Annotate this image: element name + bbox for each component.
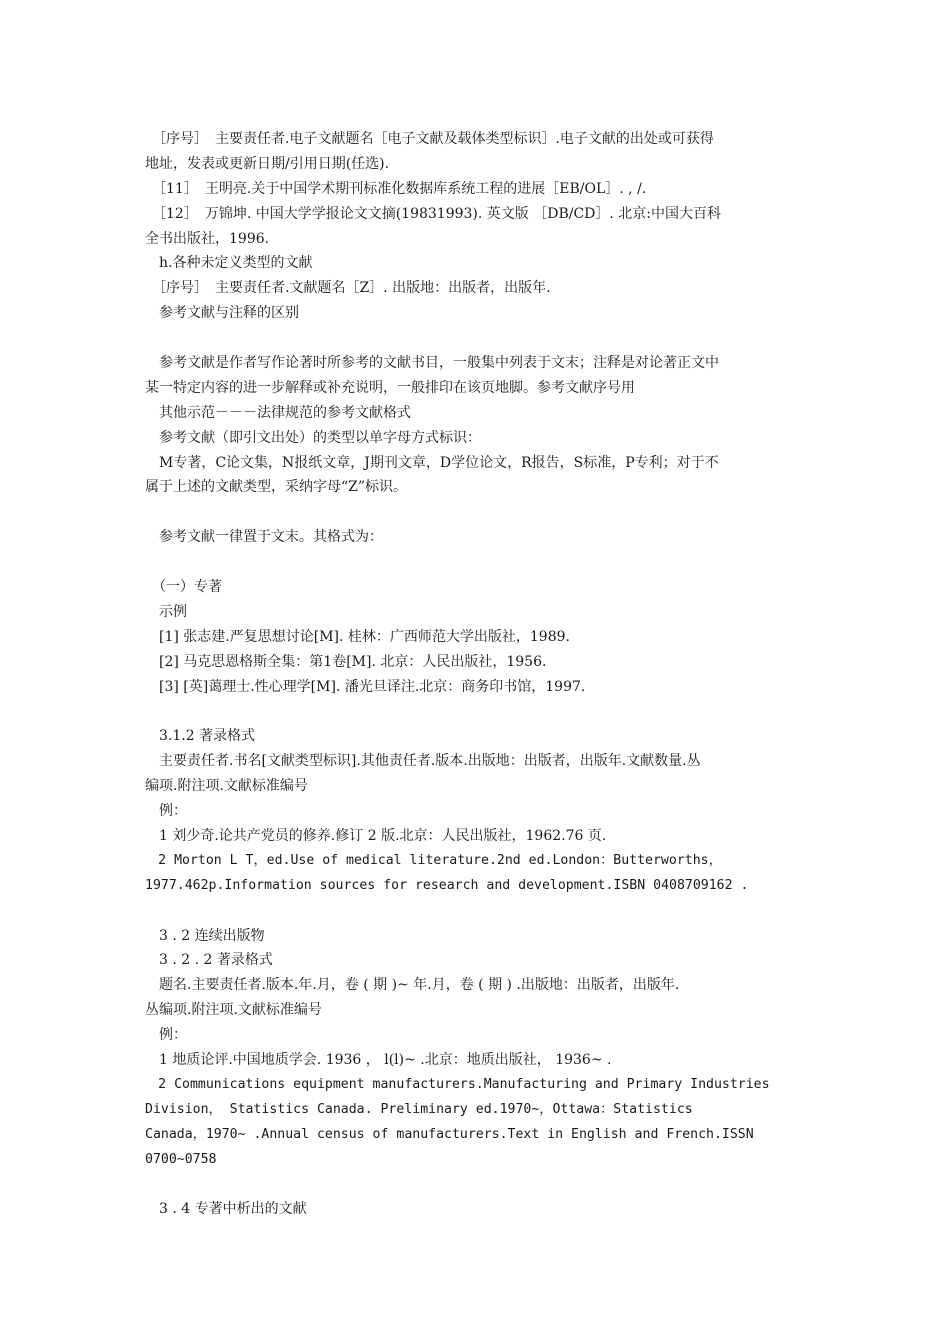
text-line: M专著，C论文集，N报纸文章，J期刊文章，D学位论文，R报告，S标准，P专利；对于不 xyxy=(145,454,719,471)
text-line: 参考文献（即引文出处）的类型以单字母方式标识： xyxy=(145,429,481,446)
reference-item: Division， Statistics Canada. Preliminary ed.1970~，Ottawa：Statistics xyxy=(145,1101,693,1117)
section-heading: 3 . 2 . 2 著录格式 xyxy=(145,952,273,969)
text-line: 参考文献是作者写作论著时所参考的文献书目，一般集中列表于文末；注释是对论著正文中 xyxy=(145,355,719,372)
text-line: 属于上述的文献类型，采纳字母“Z”标识。 xyxy=(145,479,408,496)
text-line: 题名.主要责任者.版本.年.月，卷 ( 期 )~ 年.月，卷 ( 期 ) .出版地：出版者，出版年. xyxy=(145,977,680,994)
reference-item: 0700~0758 xyxy=(145,1151,217,1167)
reference-item: 1 刘少奇.论共产党员的修养.修订 2 版.北京：人民出版社，1962.76 页. xyxy=(145,827,607,844)
text-line: 示例 xyxy=(145,603,187,620)
text-line: 参考文献一律置于文末。其格式为： xyxy=(145,529,383,546)
reference-item: 2 Communications equipment manufacturers.Manufacturing and Primary Industries xyxy=(145,1076,770,1092)
section-heading: 3 . 4 专著中析出的文献 xyxy=(145,1201,307,1218)
reference-item: Canada，1970~ .Annual census of manufacturers.Text in English and French.ISSN xyxy=(145,1126,754,1142)
reference-item: [2] 马克思恩格斯全集：第1卷[M]. 北京：人民出版社，1956. xyxy=(145,653,547,670)
document-body xyxy=(145,127,810,1222)
text-line: 全书出版社，1996. xyxy=(145,230,270,247)
text-line: ［11］ 王明亮.关于中国学术期刊标准化数据库系统工程的进展［EB/OL］. , /. xyxy=(145,180,647,197)
blank-line xyxy=(145,326,810,351)
text-line: h.各种未定义类型的文献 xyxy=(145,255,313,272)
blank-line xyxy=(145,550,810,575)
text-line: ［序号］ 主要责任者.文献题名［Z］. 出版地：出版者，出版年. xyxy=(145,280,551,297)
text-line: 地址，发表或更新日期/引用日期(任选). xyxy=(145,155,390,172)
text-line: 编项.附注项.文献标准编号 xyxy=(145,778,308,795)
blank-line xyxy=(145,899,810,924)
section-heading: 3 . 2 连续出版物 xyxy=(145,927,265,944)
reference-item: [1] 张志建.严复思想讨论[M]. 桂林：广西师范大学出版社，1989. xyxy=(145,628,570,645)
text-line: 例： xyxy=(145,1027,187,1044)
reference-item: [3] [英]蔼理士.性心理学[M]. 潘光旦译注.北京：商务印书馆，1997. xyxy=(145,678,586,695)
text-line: 某一特定内容的进一步解释或补充说明，一般排印在该页地脚。参考文献序号用 xyxy=(145,379,635,396)
text-line: 丛编项.附注项.文献标准编号 xyxy=(145,1002,322,1019)
section-heading: 其他示范－－－法律规范的参考文献格式 xyxy=(145,404,411,421)
reference-item: 1977.462p.Information sources for research and development.ISBN 0408709162 . xyxy=(145,877,749,893)
section-heading: 参考文献与注释的区别 xyxy=(145,305,299,322)
blank-line xyxy=(145,699,810,724)
reference-item: 2 Morton L T，ed.Use of medical literature.2nd ed.London：Butterworths， xyxy=(145,852,722,868)
text-line: 例： xyxy=(145,803,187,820)
section-heading: （一）专著 xyxy=(145,579,222,596)
text-line: ［12］ 万锦坤. 中国大学学报论文文摘(19831993). 英文版 ［DB/CD］. 北京:中国大百科 xyxy=(145,205,722,222)
section-heading: 3.1.2 著录格式 xyxy=(145,728,256,745)
text-line: 主要责任者.书名[文献类型标识].其他责任者.版本.出版地：出版者，出版年.文献数量.丛 xyxy=(145,753,701,770)
blank-line xyxy=(145,500,810,525)
reference-item: 1 地质论评.中国地质学会. 1936 ， l(l)~ .北京：地质出版社， 1936~ . xyxy=(145,1051,612,1068)
blank-line xyxy=(145,1172,810,1197)
text-line: ［序号］ 主要责任者.电子文献题名［电子文献及载体类型标识］.电子文献的出处或可获得 xyxy=(145,131,714,147)
